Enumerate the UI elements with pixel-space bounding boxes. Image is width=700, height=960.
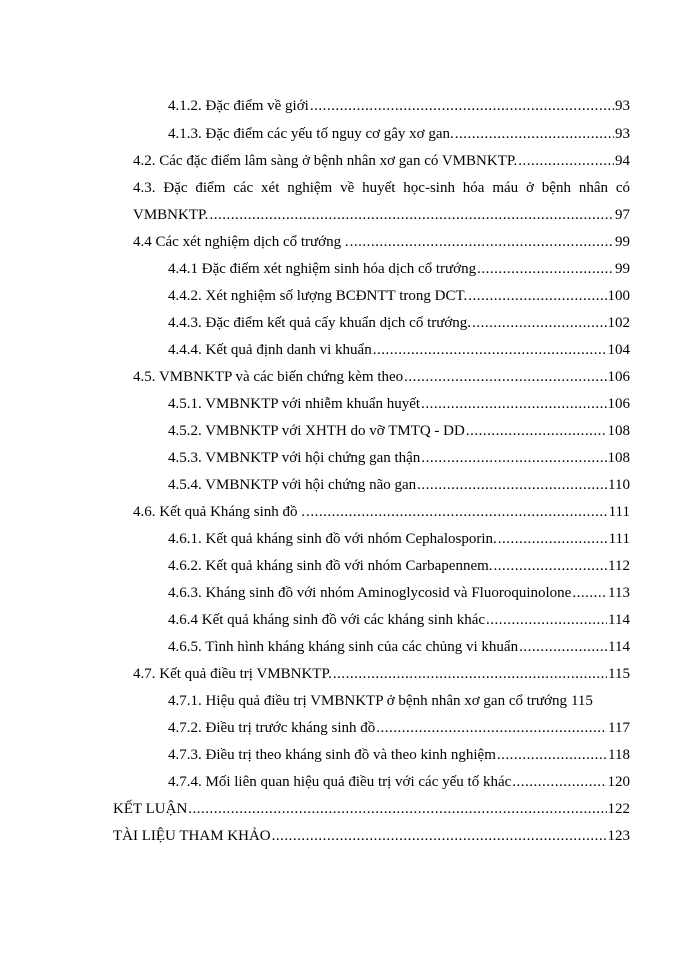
toc-leader-dots <box>486 609 607 631</box>
toc-entry-page: 100 <box>607 288 630 304</box>
toc-entry-page: 93 <box>615 98 630 114</box>
toc-entry-title: 4.6. Kết quả Kháng sinh đồ . <box>133 504 306 520</box>
toc-entry-page: 123 <box>607 828 630 844</box>
toc-entry-page: 117 <box>608 720 630 736</box>
toc-leader-dots <box>519 636 607 658</box>
toc-entry-title: 4.1.3. Đặc điểm các yếu tố nguy cơ gây xơ gan. <box>168 126 454 142</box>
toc-entry-page: 115 <box>608 666 630 682</box>
toc-entry-title: 4.7.1. Hiệu quả điều trị VMBNKTP ở bệnh nhân xơ gan cổ trướng <box>168 693 567 709</box>
toc-entry-page: 99 <box>615 261 630 277</box>
toc-entry[interactable] <box>168 95 630 117</box>
toc-entry-title: 4.5.2. VMBNKTP với XHTH do vỡ TMTQ - DD <box>168 423 465 439</box>
toc-entry[interactable] <box>133 177 630 199</box>
toc-leader-dots <box>272 825 607 847</box>
toc-entry[interactable] <box>168 393 630 415</box>
toc-entry[interactable] <box>168 717 630 739</box>
toc-entry[interactable] <box>113 825 630 847</box>
toc-entry-page: 102 <box>607 315 630 331</box>
toc-entry[interactable] <box>168 123 630 145</box>
toc-entry-page: 114 <box>608 639 630 655</box>
toc-leader-dots <box>306 501 608 523</box>
toc-entry[interactable] <box>168 339 630 361</box>
toc-entry[interactable] <box>168 447 630 469</box>
toc-entry-page: 108 <box>607 423 630 439</box>
toc-entry-title: 4.5. VMBNKTP và các biến chứng kèm theo <box>133 369 404 385</box>
toc-entry-page: 120 <box>607 774 630 790</box>
toc-leader-dots <box>572 582 607 604</box>
toc-entry-page: 108 <box>607 450 630 466</box>
toc-leader-dots <box>310 95 614 117</box>
toc-entry-title: 4.4.1 Đặc điểm xét nghiệm sinh hóa dịch cổ trướng <box>168 261 477 277</box>
toc-leader-dots <box>497 744 607 766</box>
toc-leader-dots <box>518 150 614 172</box>
toc-entry-title: 4.4.3. Đặc điểm kết quả cấy khuẩn dịch cổ trướng. <box>168 315 472 331</box>
toc-entry-page: 106 <box>607 396 630 412</box>
toc-entry[interactable] <box>168 582 630 604</box>
toc-entry-title: 4.7. Kết quả điều trị VMBNKTP. <box>133 666 332 682</box>
toc-entry-title: 4.5.1. VMBNKTP với nhiễm khuẩn huyết <box>168 396 421 412</box>
toc-leader-dots <box>404 366 606 388</box>
toc-entry[interactable] <box>133 663 630 685</box>
toc-leader-dots <box>455 123 614 145</box>
toc-leader-dots <box>373 339 607 361</box>
toc-entry-page: 115 <box>570 693 593 709</box>
toc-entry[interactable] <box>168 690 630 712</box>
toc-entry-page: 110 <box>608 477 630 493</box>
toc-leader-dots <box>468 285 606 307</box>
toc-entry-title: 4.2. Các đặc điểm lâm sàng ở bệnh nhân xơ gan có VMBNKTP. <box>133 153 518 169</box>
toc-leader-dots <box>466 420 607 442</box>
toc-entry-page: 93 <box>615 126 630 142</box>
toc-entry-title: 4.6.3. Kháng sinh đồ với nhóm Aminoglycosid và Fluoroquinolone <box>168 585 572 601</box>
toc-entry-title: 4.4.4. Kết quả định danh vi khuẩn <box>168 342 372 358</box>
toc-entry-title: 4.7.3. Điều trị theo kháng sinh đồ và theo kinh nghiệm <box>168 747 496 763</box>
toc-entry-title: 4.7.4. Mối liên quan hiệu quả điều trị với các yếu tố khác <box>168 774 512 790</box>
toc-leader-dots <box>333 663 607 685</box>
toc-entry[interactable] <box>168 609 630 631</box>
toc-leader-dots <box>376 717 607 739</box>
toc-entry-page: 113 <box>608 585 630 601</box>
toc-leader-dots <box>512 771 606 793</box>
toc-entry-title: 4.6.2. Kết quả kháng sinh đồ với nhóm Carbapennem. <box>168 558 493 574</box>
toc-entry-title: 4.1.2. Đặc điểm về giới <box>168 98 309 114</box>
toc-entry[interactable] <box>168 258 630 280</box>
toc-leader-dots <box>417 474 607 496</box>
toc-entry[interactable] <box>133 204 630 226</box>
toc-entry-title: VMBNKTP. <box>133 207 209 223</box>
toc-entry[interactable] <box>168 771 630 793</box>
toc-entry[interactable] <box>133 501 630 523</box>
toc-entry[interactable] <box>168 312 630 334</box>
toc-entry-page: 114 <box>608 612 630 628</box>
toc-entry[interactable] <box>133 150 630 172</box>
toc-entry[interactable] <box>168 285 630 307</box>
toc-entry-page: 111 <box>608 504 630 520</box>
toc-leader-dots <box>494 555 608 577</box>
toc-entry-page: 104 <box>607 342 630 358</box>
toc-entry[interactable] <box>113 798 630 820</box>
toc-entry[interactable] <box>168 636 630 658</box>
toc-entry-page: 111 <box>608 531 630 547</box>
toc-entry-page: 106 <box>607 369 630 385</box>
toc-entry-page: 122 <box>607 801 630 817</box>
toc-entry[interactable] <box>133 231 630 253</box>
toc-entry-page: 118 <box>608 747 630 763</box>
toc-entry[interactable] <box>168 420 630 442</box>
toc-entry-title: 4.6.1. Kết quả kháng sinh đồ với nhóm Cephalosporin. <box>168 531 497 547</box>
toc-leader-dots <box>421 447 606 469</box>
toc-entry[interactable] <box>168 555 630 577</box>
toc-entry-title: 4.3. Đặc điểm các xét nghiệm về huyết học-sinh hóa máu ở bệnh nhân có <box>133 180 630 196</box>
toc-entry-page: 94 <box>615 153 630 169</box>
toc-entry[interactable] <box>168 474 630 496</box>
toc-entry[interactable] <box>168 744 630 766</box>
toc-leader-dots <box>498 528 608 550</box>
toc-leader-dots <box>472 312 606 334</box>
toc-entry-page: 99 <box>615 234 630 250</box>
toc-entry-title: 4.6.4 Kết quả kháng sinh đồ với các kháng sinh khác <box>168 612 486 628</box>
toc-entry[interactable] <box>168 528 630 550</box>
toc-entry-title: 4.7.2. Điều trị trước kháng sinh đồ <box>168 720 376 736</box>
toc-leader-dots <box>350 231 614 253</box>
toc-entry-title: 4.4.2. Xét nghiệm số lượng BCĐNTT trong DCT. <box>168 288 468 304</box>
toc-entry-title: 4.6.5. Tình hình kháng kháng sinh của các chủng vi khuẩn <box>168 639 519 655</box>
toc-leader-dots <box>188 798 606 820</box>
toc-entry-title: TÀI LIỆU THAM KHẢO <box>113 828 271 844</box>
toc-entry-title: KẾT LUẬN <box>113 801 188 817</box>
toc-entry-title: 4.5.3. VMBNKTP với hội chứng gan thận <box>168 450 421 466</box>
toc-leader-dots <box>421 393 606 415</box>
toc-leader-dots <box>477 258 614 280</box>
toc-entry-title: 4.4 Các xét nghiệm dịch cổ trướng . <box>133 234 349 250</box>
toc-entry-page: 112 <box>608 558 630 574</box>
toc-leader-dots <box>209 204 614 226</box>
toc-entry-page: 97 <box>615 207 630 223</box>
toc-entry[interactable] <box>133 366 630 388</box>
toc-entry-title: 4.5.4. VMBNKTP với hội chứng não gan <box>168 477 417 493</box>
